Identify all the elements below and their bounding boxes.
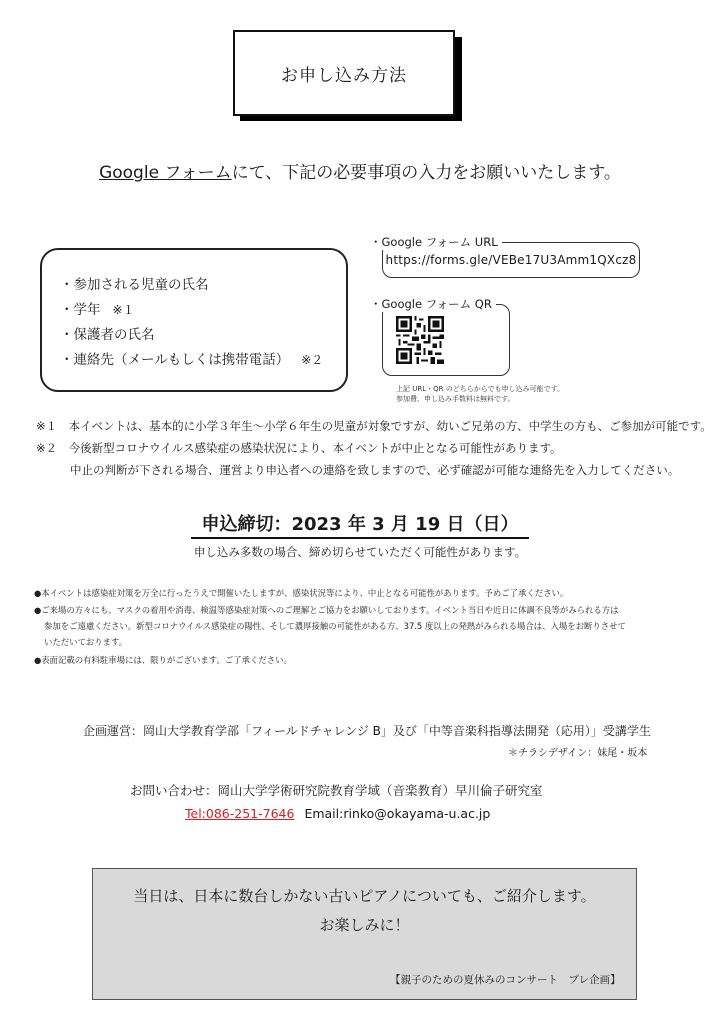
intro-rest: にて、下記の必要事項の入力をお願いいたします。 [231, 163, 621, 183]
form-qr-label: ・Google フォーム QR [370, 296, 496, 312]
organizer: 企画運営：岡山大学教育学部「フィールドチャレンジ B」及び「中等音楽科指導法開発（応用）」受講学生 [83, 724, 651, 738]
email-link[interactable]: Email:rinko@okayama-u.ac.jp [304, 806, 491, 821]
required-item: ・学年 ※１ [60, 302, 135, 318]
deadline [0, 510, 720, 536]
note-1: ※１ 本イベントは、基本的に小学３年生～小学６年生の児童が対象ですが、幼いご兄弟の方、中学生の方も、ご参加が可能です。 [36, 419, 712, 433]
qr-code-icon[interactable] [396, 316, 444, 364]
contact-line: お問い合わせ：岡山大学学術研究院教育学域（音楽教育）早川倫子研究室 [130, 783, 543, 798]
form-note: 上記 URL・QR のどちらからでも申し込み可能です。 [396, 385, 565, 393]
form-url[interactable]: https://forms.gle/VEBe17U3Amm1QXcz8 [382, 242, 640, 278]
deadline-subtext: 申し込み多数の場合、締め切らせていただく可能性があります。 [193, 545, 527, 559]
deadline-text: 申込締切：2023 年 3 月 19 日（日） [191, 514, 528, 539]
tel-link[interactable]: Tel:086-251-7646 [185, 806, 295, 821]
intro-text [0, 158, 720, 183]
form-note: 参加費、申し込み手数料は無料です。 [396, 395, 515, 403]
page-title: お申し込み方法 [233, 30, 455, 116]
note-2-continued: 中止の判断が下される場合、運営より申込者への連絡を致しますので、必ず確認が可能な連絡先を入力してください。 [70, 463, 680, 477]
promo-footer: 【親子のための夏休みのコンサート プレ企画】 [390, 974, 621, 986]
promo-line: お楽しみに！ [319, 916, 410, 934]
design-credit: ＊チラシデザイン：妹尾・坂本 [508, 748, 648, 759]
contact-row [185, 806, 490, 821]
required-items-box [40, 248, 348, 392]
bullet-item-cont: いただいております。 [44, 637, 128, 647]
bullet-item: ●表面記載の有料駐車場には、限りがございます。ご了承ください。 [34, 655, 292, 665]
required-item: ・参加される児童の氏名 [60, 277, 209, 293]
promo-line: 当日は、日本に数台しかない古いピアノについても、ご紹介します。 [133, 887, 596, 905]
form-url-label: ・Google フォーム URL [370, 234, 502, 250]
required-item: ・保護者の氏名 [60, 327, 155, 343]
bullet-item: ●本イベントは感染症対策を万全に行ったうえで開催いたしますが、感染状況等により、中止となる可能性があります。予めご了承ください。 [34, 588, 569, 598]
note-2: ※２ 今後新型コロナウイルス感染症の感染状況により、本イベントが中止となる可能性があります。 [36, 441, 562, 455]
bullet-item: ●ご来場の方々にも、マスクの着用や消毒、検温等感染症対策へのご理解とご協力をお願いしております。イベント当日や近日に体調不良等がみられる方は [34, 605, 619, 615]
google-form-link[interactable]: Google フォーム [99, 163, 232, 183]
bullet-item-cont: 参加をご遠慮ください。新型コロナウイルス感染症の陽性、そして濃厚接触の可能性がある方、37.5 度以上の発熱がみられる場合は、入場をお断りさせて [44, 621, 626, 631]
required-item: ・連絡先（メールもしくは携帯電話） ※２ [60, 352, 324, 368]
